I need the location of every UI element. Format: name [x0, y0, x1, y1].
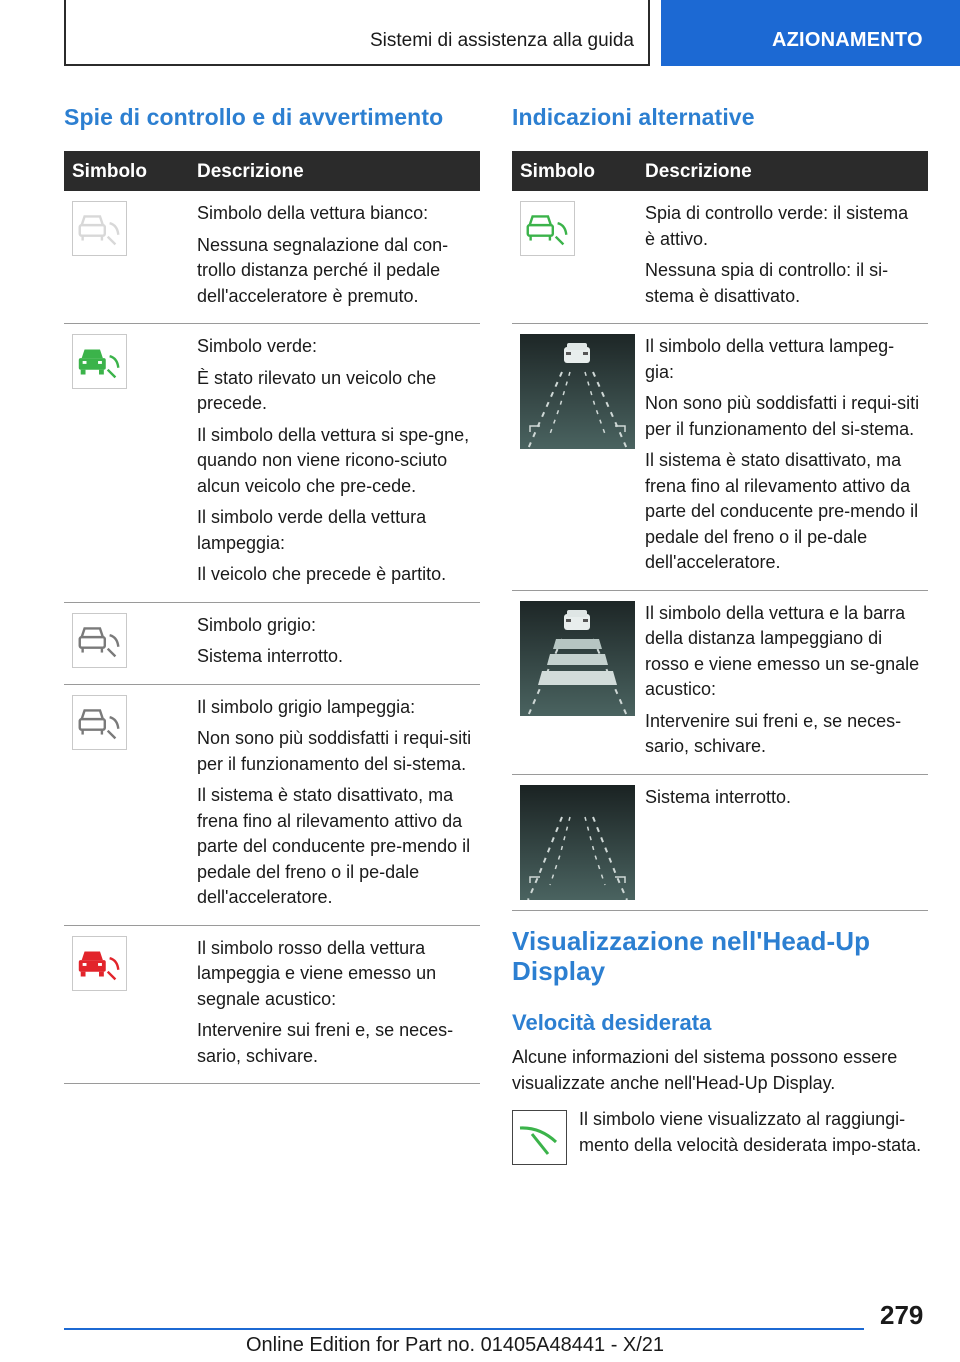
table-row [64, 191, 480, 324]
car-distance-green-outline-icon [520, 201, 575, 256]
row-text: Il sistema è stato disattivato, ma frena fino al rilevamento attivo da parte del conducente pre-mendo il pedale del freno o il pe-dale dell'acceleratore. [197, 785, 471, 907]
road-display-empty-icon [520, 785, 635, 900]
table-row [64, 603, 480, 685]
row-text: Il simbolo grigio lampeggia: [197, 696, 416, 717]
header-section-title: Sistemi di assistenza alla guida [369, 30, 634, 51]
hud-section-title: Visualizzazione nell'Head-Up Display [512, 926, 871, 986]
car-distance-green-icon [72, 334, 127, 389]
row-text: Sistema interrotto. [645, 786, 792, 807]
header-chapter-title: AZIONAMENTO [772, 29, 923, 51]
row-text: Il simbolo rosso della vettura lampeggia e viene emesso un segnale acustico: [197, 937, 437, 1009]
row-text: Il simbolo della vettura e la barra della distanza lampeggiano di rosso e viene emesso un se-gnale acustico: [645, 602, 920, 699]
table-row [512, 324, 928, 591]
row-text: Simbolo della vettura bianco: [197, 203, 429, 223]
column-header-symbol: Simbolo [520, 161, 595, 182]
row-text: Il simbolo della vettura lampeg-gia: [645, 336, 895, 382]
row-text: Il simbolo della vettura si spe-gne, quando non viene ricono-sciuto alcun veicolo che pre-cede. [197, 424, 470, 496]
row-text: Intervenire sui freni e, se neces-sario, schivare. [645, 710, 902, 756]
row-text: Nessuna spia di controllo: il si-stema è disattivato. [645, 260, 889, 306]
column-header-description: Descrizione [645, 161, 752, 182]
row-text: Non sono più soddisfatti i requi-siti per il funzionamento del si-stema. [197, 728, 472, 774]
left-section-title: Spie di controllo e di avvertimento [64, 104, 444, 130]
row-text: Sistema interrotto. [197, 646, 344, 666]
header-chapter-tab [661, 0, 960, 66]
row-text: Intervenire sui freni e, se neces-sario, schivare. [197, 1020, 454, 1066]
car-distance-gray-icon [72, 613, 127, 668]
right-section-title: Indicazioni alternative [512, 104, 755, 130]
table-row [64, 926, 480, 1085]
desired-speed-title: Velocità desiderata [512, 1010, 712, 1035]
page-number: 279 [880, 1300, 924, 1330]
row-text: Simbolo verde: [197, 336, 318, 356]
car-distance-red-icon [72, 936, 127, 991]
footer-divider [64, 1328, 864, 1330]
alternative-display-table [512, 151, 928, 911]
table-row [512, 591, 928, 775]
table-row [512, 775, 928, 911]
row-text: Spia di controllo verde: il sistema è attivo. [645, 203, 909, 249]
table-row [64, 324, 480, 603]
table-row [512, 191, 928, 324]
table-header [512, 151, 928, 191]
column-header-symbol: Simbolo [72, 161, 147, 182]
row-text: Nessuna segnalazione dal con-trollo distanza perché il pedale dell'acceleratore è premuto. [197, 234, 449, 306]
footer-edition: Online Edition for Part no. 01405A48441 - X/21 [246, 1334, 665, 1356]
table-header [64, 151, 480, 191]
road-display-car-distance-bar-icon [520, 601, 635, 716]
car-distance-white-icon [72, 201, 127, 256]
row-text: È stato rilevato un veicolo che precede. [197, 367, 437, 413]
desired-speed-intro: Alcune informazioni del sistema possono essere visualizzate anche nell'Head-Up Display. [512, 1047, 898, 1093]
row-text: Non sono più soddisfatti i requi-siti per il funzionamento del si-stema. [645, 393, 920, 439]
table-row [64, 685, 480, 926]
header-section-box [64, 0, 650, 66]
speedometer-needle-icon [512, 1110, 567, 1170]
desired-speed-text: Il simbolo viene visualizzato al raggiungi-mento della velocità desiderata impo-stata. [579, 1109, 922, 1155]
row-text: Simbolo grigio: [197, 614, 317, 635]
warning-lights-table [64, 151, 480, 1084]
column-header-description: Descrizione [197, 161, 304, 182]
row-text: Il sistema è stato disattivato, ma frena fino al rilevamento attivo da parte del conducente pre-mendo il pedale del freno o il pe-dale dell'acceleratore. [645, 450, 919, 572]
row-text: Il veicolo che precede è partito. [197, 564, 447, 584]
row-text: Il simbolo verde della vettura lampeggia: [197, 507, 427, 553]
road-display-car-blink-icon [520, 334, 635, 449]
car-distance-gray-blink-icon [72, 695, 127, 750]
